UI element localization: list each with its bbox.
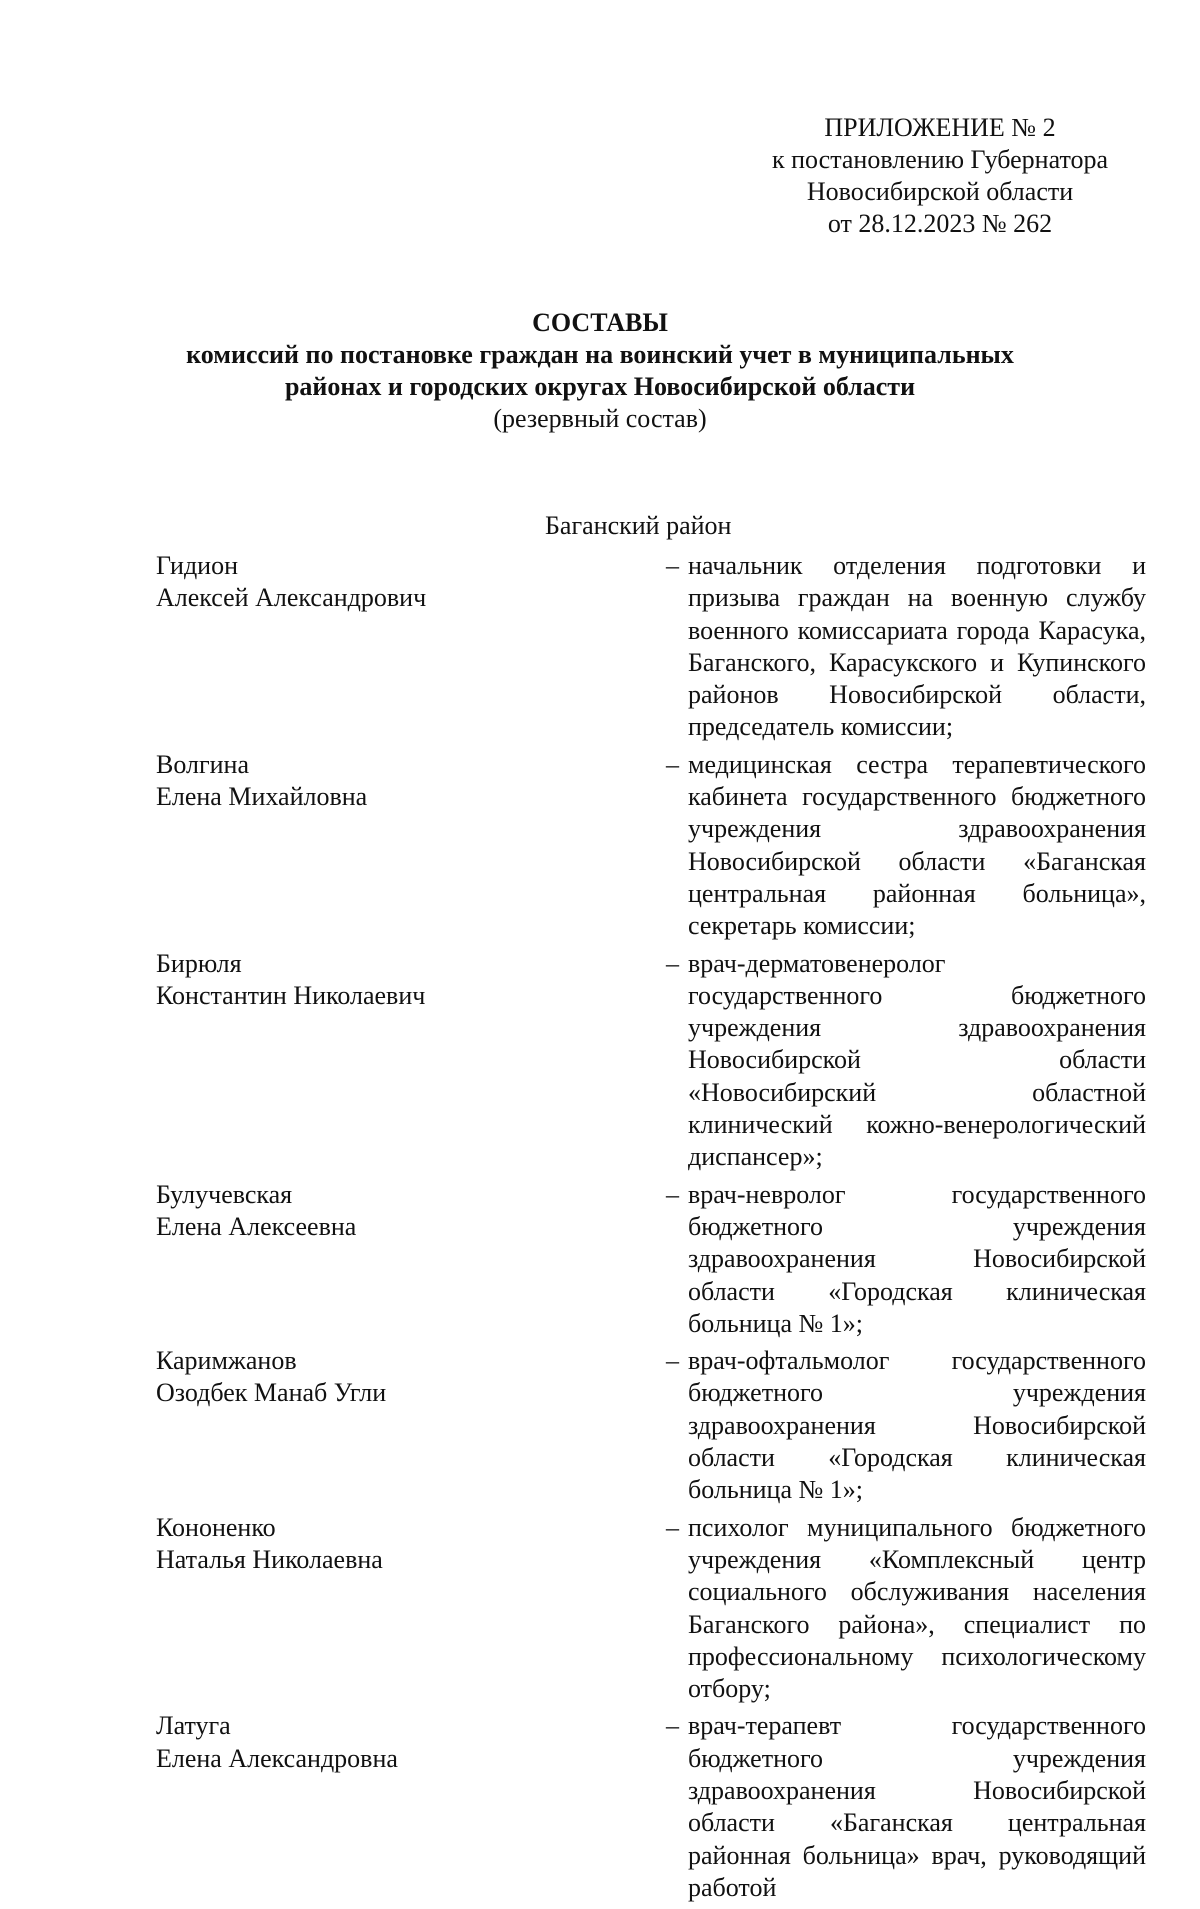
member-given-names: Елена Александровна <box>156 1743 398 1773</box>
member-entry <box>156 749 1146 943</box>
member-role: врач-невролог государственного бюджетного учреждения здравоохранения Новосибирской области «Городская клиническая больница № 1»; <box>688 1179 1146 1338</box>
member-entry <box>156 1179 1146 1340</box>
member-role: врач-офтальмолог государственного бюджетного учреждения здравоохранения Новосибирской области «Городская клиническая больница № 1»; <box>688 1346 1146 1505</box>
appendix-header <box>740 112 1140 240</box>
document-subtitle-line-2: районах и городских округах Новосибирской области <box>284 372 916 401</box>
section-title: Баганский район <box>545 511 732 540</box>
member-dash: – <box>666 1179 679 1209</box>
document-title-block <box>100 307 1100 435</box>
member-name <box>156 749 506 943</box>
member-entry <box>156 948 1146 1174</box>
document-note: (резервный состав) <box>493 404 707 433</box>
member-dash: – <box>666 1346 679 1376</box>
member-role: психолог муниципального бюджетного учреждения «Комплексный центр социального обслуживания населения Баганского района», специалист по профессиональному психологическому отбору; <box>688 1512 1146 1704</box>
member-surname: Каримжанов <box>156 1346 297 1376</box>
member-surname: Волгина <box>156 749 250 779</box>
member-name <box>156 1345 506 1506</box>
document-subtitle-line-1: комиссий по постановке граждан на воинский учет в муниципальных <box>186 340 1014 369</box>
member-surname: Бирюля <box>156 948 242 978</box>
member-surname: Гидион <box>156 551 239 580</box>
member-name <box>156 550 506 744</box>
member-dash: – <box>666 551 679 580</box>
appendix-number: ПРИЛОЖЕНИЕ № 2 <box>824 113 1056 142</box>
member-dash: – <box>666 1711 679 1741</box>
member-entry <box>156 1512 1146 1706</box>
member-dash: – <box>666 749 679 779</box>
member-role: медицинская сестра терапевтического кабинета государственного бюджетного учреждения здравоохранения Новосибирской области «Баганская центральная районная больница», секретарь комиссии; <box>688 749 1146 941</box>
member-role: начальник отделения подготовки и призыва граждан на военную службу военного комиссариата города Карасука, Баганского, Карасукского и Купинского районов Новосибирской области, председатель комиссии; <box>688 551 1146 742</box>
member-role: врач-дерматовенеролог государственного бюджетного учреждения здравоохранения Новосибирской области «Новосибирский областной клинический кожно-венерологический диспансер»; <box>688 948 1146 1172</box>
member-role: врач-терапевт государственного бюджетного учреждения здравоохранения Новосибирской области «Баганская центральная районная больница» врач, руководящий работой <box>688 1711 1146 1902</box>
member-dash: – <box>666 1512 679 1542</box>
member-name <box>156 1512 506 1706</box>
member-entry <box>156 1710 1146 1904</box>
member-name <box>156 1710 506 1904</box>
member-name <box>156 948 506 1174</box>
member-given-names: Озодбек Манаб Угли <box>156 1378 387 1408</box>
appendix-region: Новосибирской области <box>806 177 1074 206</box>
appendix-reference: к постановлению Губернатора <box>771 145 1109 174</box>
member-dash: – <box>666 948 679 978</box>
document-title: СОСТАВЫ <box>532 308 668 337</box>
appendix-date-number: от 28.12.2023 № 262 <box>827 209 1053 238</box>
member-given-names: Алексей Александрович <box>156 583 427 613</box>
member-entry <box>156 550 1146 744</box>
member-entry <box>156 1345 1146 1506</box>
member-surname: Кононенко <box>156 1512 276 1542</box>
member-given-names: Константин Николаевич <box>156 980 426 1010</box>
member-surname: Булучевская <box>156 1179 293 1209</box>
member-given-names: Наталья Николаевна <box>156 1544 383 1574</box>
member-surname: Латуга <box>156 1711 231 1741</box>
member-given-names: Елена Михайловна <box>156 782 368 812</box>
member-name <box>156 1179 506 1340</box>
member-given-names: Елена Алексеевна <box>156 1211 357 1241</box>
member-list <box>156 550 1146 1909</box>
